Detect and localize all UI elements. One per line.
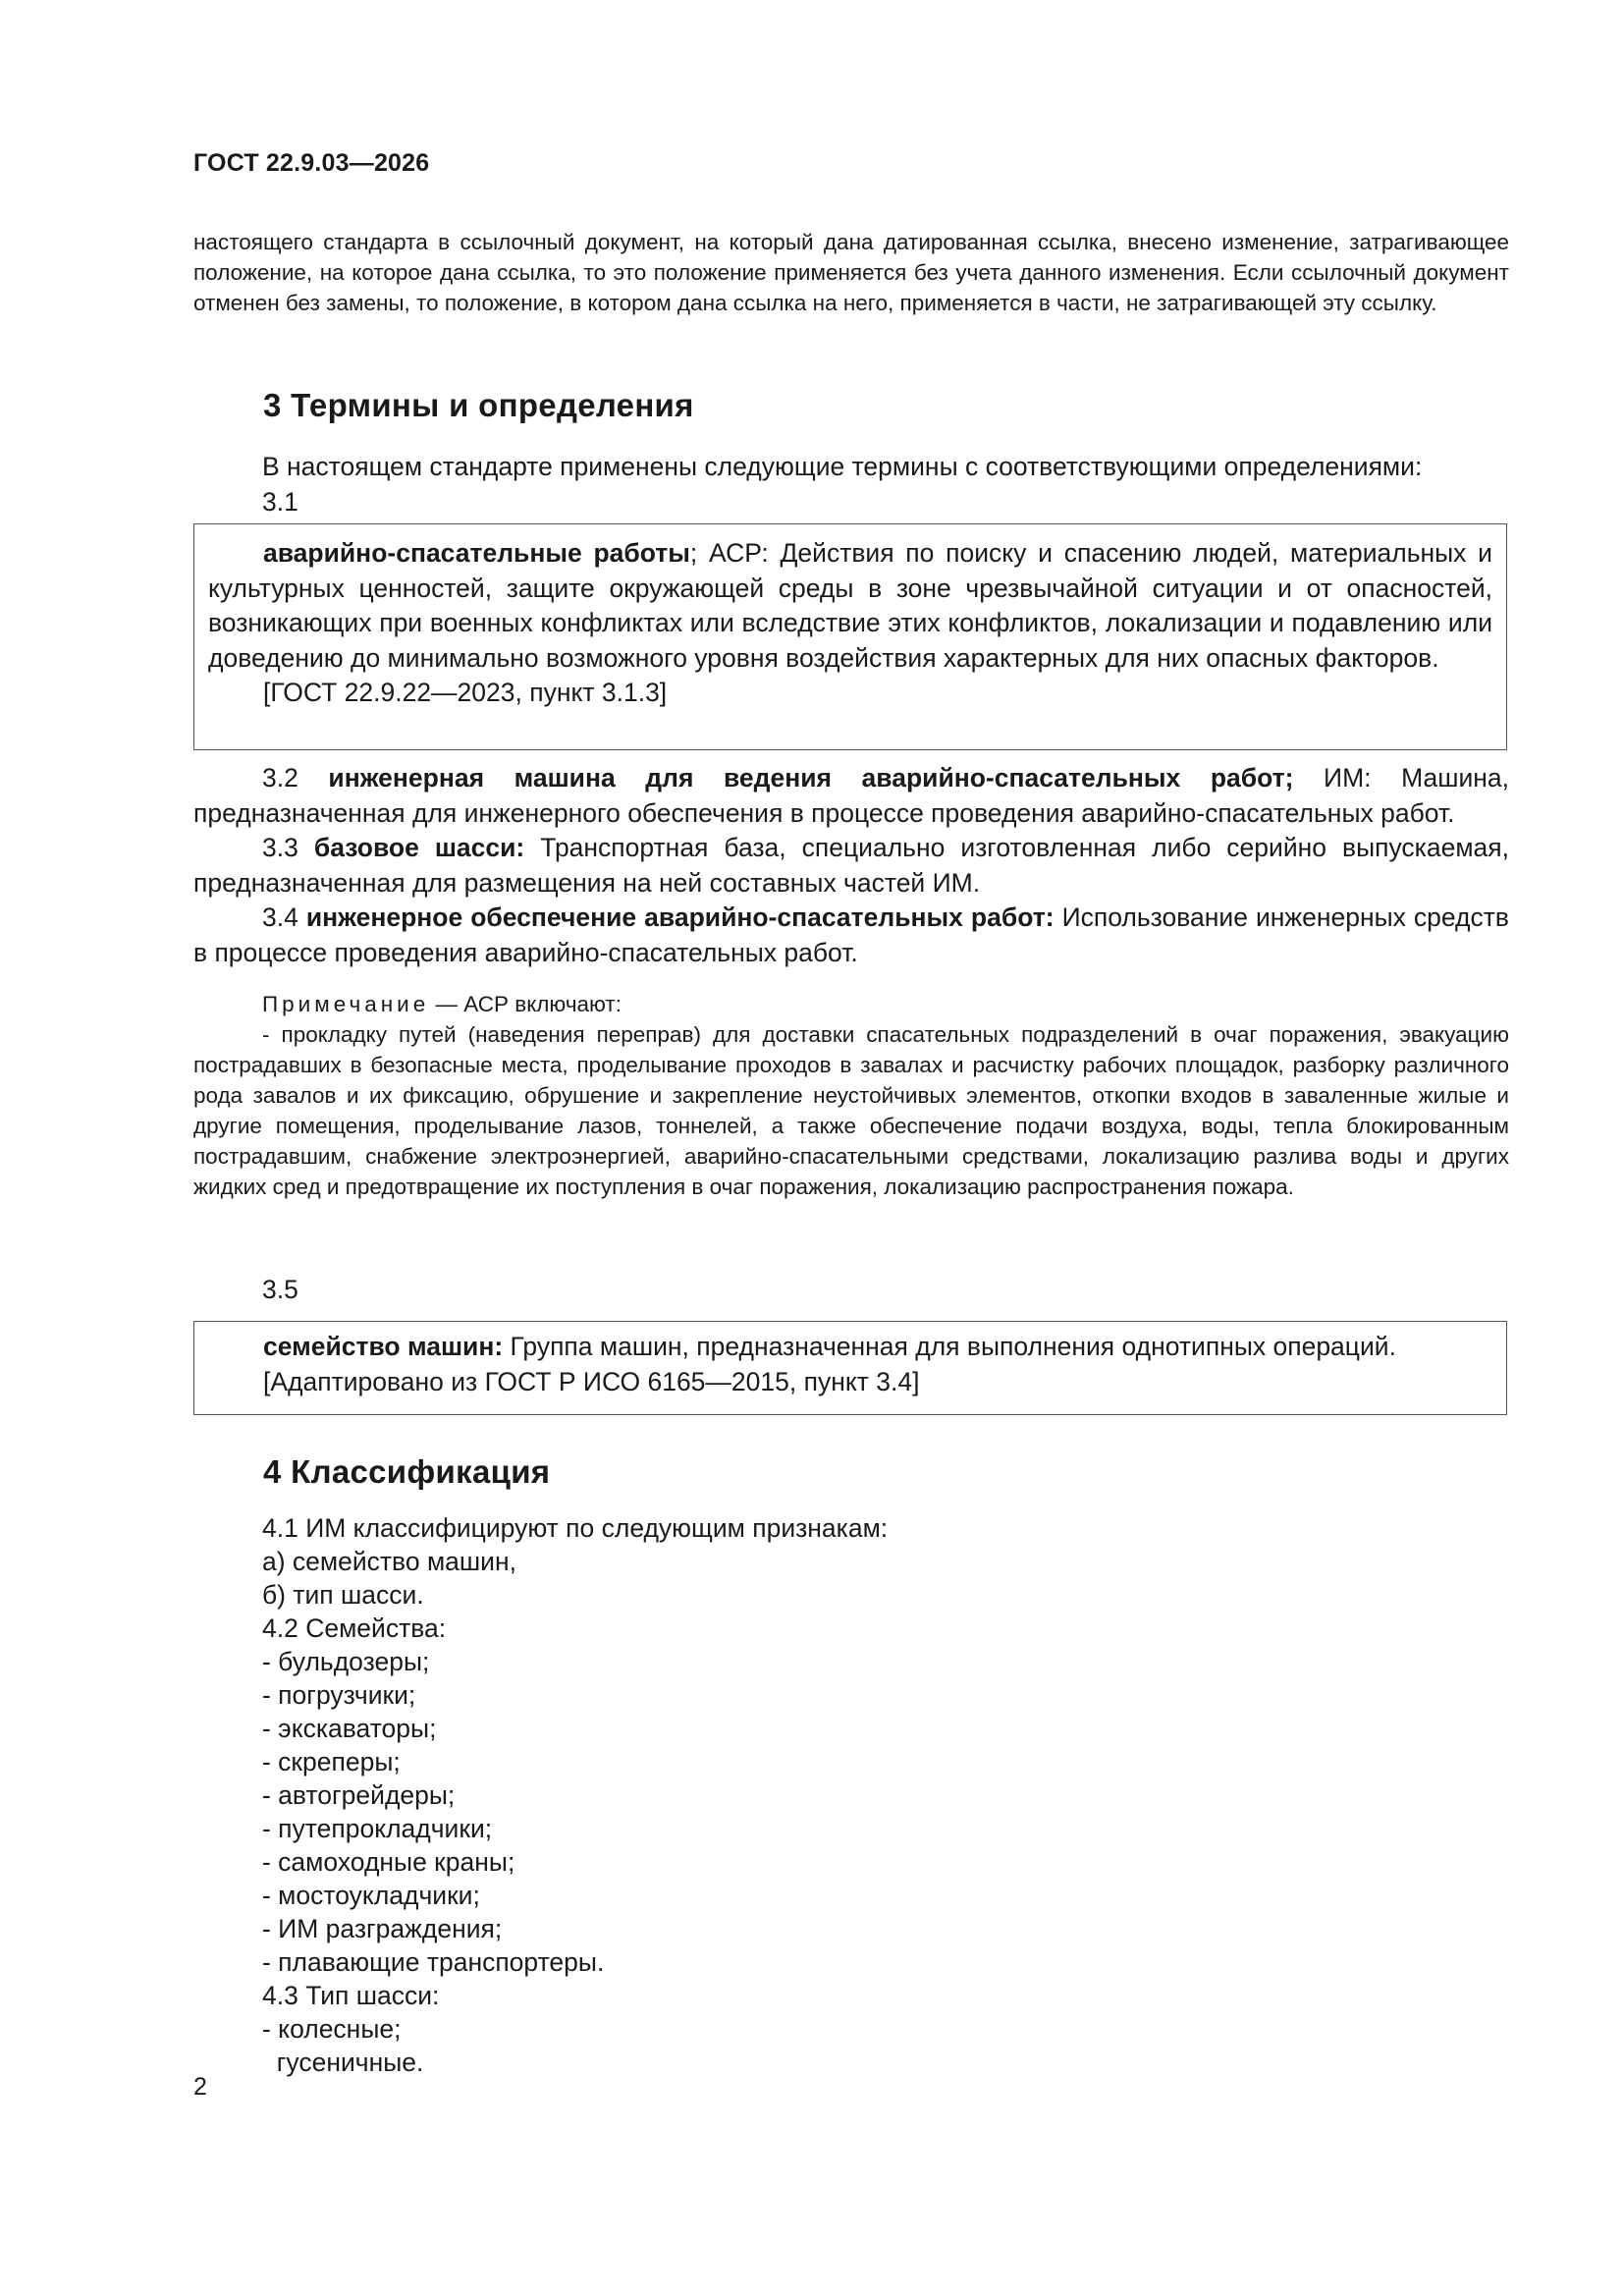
list-item: - экскаваторы; <box>262 1714 437 1743</box>
list-item: - погрузчики; <box>262 1680 416 1710</box>
term-3-1-number: 3.1 <box>262 486 298 517</box>
term-3-3-def: Транспортная база, специально изготовленная либо серийно выпускаемая, предназначенная для размещения на ней составных частей ИМ. <box>193 833 1509 898</box>
term-3-3 <box>193 831 1509 901</box>
term-3-2-term: инженерная машина для ведения аварийно-спасательных работ; <box>328 763 1294 793</box>
term-3-5-source: [Адаптировано из ГОСТ Р ИСО 6165—2015, пункт 3.4] <box>263 1366 920 1396</box>
list-item: - самоходные краны; <box>262 1847 515 1877</box>
note-label: Примечание <box>262 992 430 1016</box>
list-item: 4.2 Семейства: <box>262 1613 447 1643</box>
term-3-4-number: 3.4 <box>262 902 298 932</box>
list-item: б) тип шасси. <box>262 1580 424 1610</box>
term-3-2-def: ИМ: Машина, предназначенная для инженерного обеспечения в процессе проведения аварийно-спасательных работ. <box>193 763 1509 828</box>
list-item: - колесные; <box>262 2014 402 2044</box>
list-item: - ИМ разграждения; <box>262 1914 503 1943</box>
term-3-5-term: семейство машин: <box>263 1332 504 1361</box>
page-number: 2 <box>193 2073 207 2101</box>
section-3-lead <box>193 450 1509 519</box>
term-3-2 <box>193 761 1509 831</box>
list-item: 4.3 Тип шасси: <box>262 1981 440 2010</box>
list-item: а) семейство машин, <box>262 1547 516 1576</box>
intro-paragraph: настоящего стандарта в ссылочный документ, на который дана датированная ссылка, внесено изменение, затрагивающее положение, на которое дана ссылка, то это положение применяется без учета данного изменения. Если ссылочный документ отменен без замены, то положение, в котором дана ссылка на него, применяется в части, не затрагивающей эту ссылку. <box>193 230 1509 315</box>
term-3-1-term: аварийно-спасательные работы <box>263 538 690 568</box>
list-item: 4.1 ИМ классифицируют по следующим признакам: <box>262 1513 889 1543</box>
list-item: - автогрейдеры; <box>262 1780 456 1810</box>
standard-header: ГОСТ 22.9.03—2026 <box>193 149 430 177</box>
term-3-3-term: базовое шасси: <box>313 833 525 862</box>
list-item: - бульдозеры; <box>262 1647 430 1676</box>
note-lead: — АСР включают: <box>429 992 622 1016</box>
list-item: гусеничные. <box>262 2048 424 2077</box>
term-3-1-abbr: ; АСР: <box>689 538 769 568</box>
note-text: - прокладку путей (наведения переправ) для доставки спасательных подразделений в очаг поражения, эвакуацию пострадавших в безопасные места, проделывание проходов в завалах и расчистку рабочих площадок, разборку различного рода завалов и их фиксацию, обрушение и закрепление неустойчивых элементов, откопки входов в заваленные жилые и другие помещения, проделывание лазов, тоннелей, а также обеспечение подачи воздуха, воды, тепла блокированным пострадавшим, снабжение электроэнергией, аварийно-спасательными средствами, локализацию разлива воды и других жидких сред и предотвращение их поступления в очаг поражения, локализацию распространения пожара. <box>193 1022 1509 1199</box>
section-3-title: 3 Термины и определения <box>263 387 694 423</box>
term-3-4-def: Использование инженерных средств в процессе проведения аварийно-спасательных работ. <box>193 902 1509 967</box>
term-3-1-def: Действия по поиску и спасению людей, материальных и культурных ценностей, защите окружающей среды в зоне чрезвычайной ситуации и от опасностей, возникающих при военных конфликтах или вследствие этих конфликтов, локализации и подавлению или доведению до минимально возможного уровня воздействия характерных для них опасных факторов. <box>208 538 1492 673</box>
terms-3-2-to-3-4 <box>193 761 1509 970</box>
list-item: - мостоукладчики; <box>262 1881 480 1910</box>
section-3-lead-text: В настоящем стандарте применены следующие термины с соответствующими определениями: <box>262 452 1423 481</box>
term-3-4 <box>193 901 1509 970</box>
section-4-title: 4 Классификация <box>263 1453 551 1490</box>
term-3-1-source: [ГОСТ 22.9.22—2023, пункт 3.1.3] <box>263 678 668 707</box>
term-3-1-definition <box>208 536 1492 676</box>
section-4-list <box>262 1511 1440 2079</box>
term-3-5-def: Группа машин, предназначенная для выполнения однотипных операций. <box>503 1332 1396 1361</box>
term-3-4-term: инженерное обеспечение аварийно-спасательных работ: <box>305 902 1055 932</box>
term-3-5-box <box>193 1321 1507 1415</box>
term-3-5-number: 3.5 <box>262 1275 298 1304</box>
list-item: - плавающие транспортеры. <box>262 1947 605 1977</box>
term-3-3-number: 3.3 <box>262 833 298 862</box>
note-block <box>193 989 1509 1202</box>
term-3-2-number: 3.2 <box>262 763 298 793</box>
list-item: - скреперы; <box>262 1747 401 1777</box>
term-3-5-number-line <box>193 1273 1509 1308</box>
note-heading <box>193 989 1509 1019</box>
term-3-5-definition <box>208 1330 1492 1365</box>
list-item: - путепрокладчики; <box>262 1814 493 1843</box>
term-3-1-box <box>193 523 1507 750</box>
